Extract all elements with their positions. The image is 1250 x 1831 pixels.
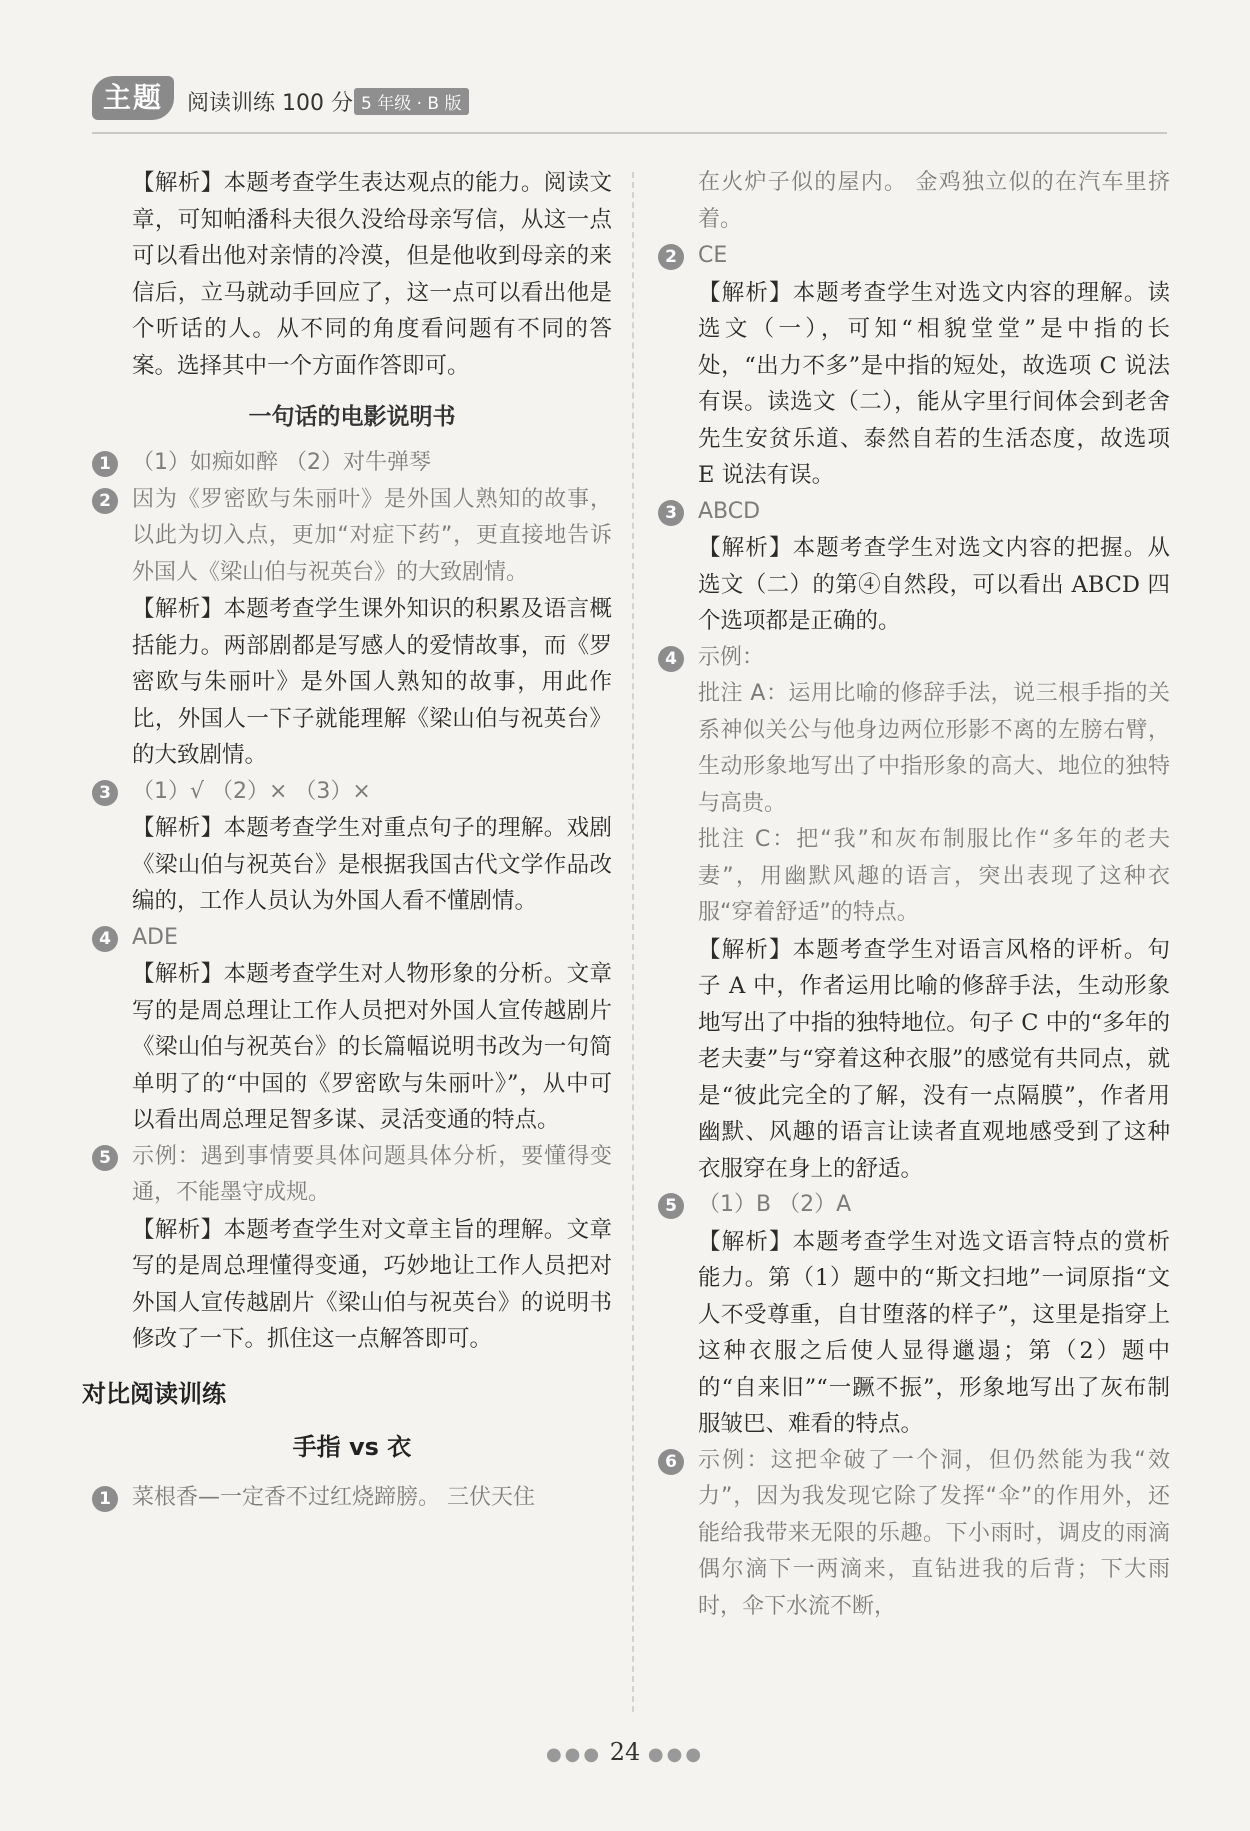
analysis-text: 【解析】本题考查学生对选文内容的把握。从选文（二）的第④自然段，可以看出 ABCD 四个选项都是正确的。: [698, 535, 1170, 634]
answer-text: （1）√ （2）× （3）×: [132, 778, 371, 804]
answer-text: （1）如痴如醉 （2）对牛弹琴: [132, 450, 431, 475]
footer-dots-left: ●●●: [545, 1744, 603, 1765]
analysis-text: 【解析】本题考查学生对语言风格的评析。句子 A 中，作者运用比喻的修辞手法，生动形象地写出了中指的独特地位。句子 C 中的“多年的老夫妻”与“穿着这种衣服”的感觉有共同点，就是“彼此完全的了解，没有一点隔膜”，作者用幽默、风趣的语言让读者直观地感受到了这种衣服穿在身上的舒适。: [698, 936, 1170, 1182]
number-badge: 5: [658, 1193, 684, 1219]
number-badge: 3: [92, 780, 118, 806]
answer-item-1b: [92, 1480, 612, 1517]
annotation-a: 批注 A：运用比喻的修辞手法，说三根手指的关系神似关公与他身边两位形影不离的左膀右臂，生动形象地写出了中指形象的高大、地位的独特与高贵。: [698, 681, 1170, 816]
analysis-text: 【解析】本题考查学生对人物形象的分析。文章写的是周总理让工作人员把对外国人宣传越剧片《梁山伯与祝英台》的长篇幅说明书改为一句简单明了的“中国的《罗密欧与朱丽叶》”，从中可以看出周总理足智多谋、灵活变通的特点。: [132, 961, 612, 1133]
answer-item-2: [92, 482, 612, 774]
number-badge: 4: [92, 926, 118, 952]
annotation-c: 批注 C：把“我”和灰布制服比作“多年的老夫妻”，用幽默风趣的语言，突出表现了这种衣服“穿着舒适”的特点。: [698, 827, 1170, 925]
answer-text: 示例：这把伞破了一个洞，但仍然能为我“效力”，因为我发现它除了发挥“伞”的作用外，还能给我带来无限的乐趣。下小雨时，调皮的雨滴偶尔滴下一两滴来，直钻进我的后背；下大雨时，伞下水流不断，: [698, 1447, 1170, 1619]
answer-text: 示例：遇到事情要具体问题具体分析，要懂得变通，不能墨守成规。: [132, 1143, 612, 1205]
analysis-text: 【解析】本题考查学生对选文语言特点的赏析能力。第（1）题中的“斯文扫地”一词原指“文人不受尊重，自甘堕落的样子”，这里是指穿上这种衣服之后使人显得邋遢；第（2）题中的“自来旧”“一蹶不振”，形象地写出了灰布制服皱巴、难看的特点。: [698, 1228, 1170, 1437]
analysis-text: 【解析】本题考查学生对选文内容的理解。读选文（一），可知“相貌堂堂”是中指的长处，“出力不多”是中指的短处，故选项 C 说法有误。读选文（二），能从字里行间体会到老舍先生安贫乐道、泰然自若的生活态度，故选项 E 说法有误。: [698, 279, 1170, 488]
number-badge: 1: [92, 451, 118, 477]
analysis-text: 【解析】本题考查学生对文章主旨的理解。文章写的是周总理懂得变通，巧妙地让工作人员把对外国人宣传越剧片《梁山伯与祝英台》的说明书修改了一下。抓住这一点解答即可。: [132, 1216, 612, 1352]
answer-item-r3: [658, 494, 1170, 640]
page-footer: [0, 1738, 1250, 1766]
footer-dots-right: ●●●: [647, 1744, 705, 1765]
number-badge: 4: [658, 646, 684, 672]
answer-item-r6: [658, 1443, 1170, 1626]
answer-text: ADE: [132, 924, 178, 950]
article-subtitle: 一句话的电影说明书: [248, 404, 456, 430]
column-divider: [632, 172, 634, 1712]
answer-item-5: [92, 1139, 612, 1358]
number-badge: 3: [658, 500, 684, 526]
answer-item-r4: [658, 640, 1170, 1188]
answer-text: 菜根香—一定香不过红烧蹄膀。 三伏天住: [132, 1484, 535, 1510]
grade-badge: 5 年级 · B 版: [354, 88, 469, 115]
left-column: [82, 165, 612, 1516]
answer-item-3: [92, 774, 612, 920]
number-badge: 1: [92, 1486, 118, 1512]
series-title: 阅读训练 100 分: [187, 91, 353, 116]
answer-item-1: [92, 445, 612, 482]
analysis-text: 【解析】本题考查学生对重点句子的理解。戏剧《梁山伯与祝英台》是根据我国古代文学作品改编的，工作人员认为外国人看不懂剧情。: [132, 815, 612, 914]
answer-text: ABCD: [698, 498, 761, 524]
answer-text: CE: [698, 243, 728, 268]
answer-item-4: [92, 920, 612, 1139]
answer-text: 因为《罗密欧与朱丽叶》是外国人熟知的故事，以此为切入点，更加“对症下药”，更直接地告诉外国人《梁山伯与祝英台》的大致剧情。: [132, 486, 612, 585]
answer-continuation: 在火炉子似的屋内。 金鸡独立似的在汽车里挤着。: [698, 170, 1170, 232]
article-title: 手指 vs 衣: [292, 1432, 412, 1461]
analysis-text: 【解析】本题考查学生课外知识的积累及语言概括能力。两部剧都是写感人的爱情故事，而《罗密欧与朱丽叶》是外国人熟知的故事，用此作比，外国人一下子就能理解《梁山伯与祝英台》的大致剧情。: [132, 596, 612, 768]
number-badge: 2: [658, 244, 684, 270]
answer-item-r2: [658, 238, 1170, 494]
answer-text: （1）B （2）A: [698, 1192, 852, 1217]
right-column: [658, 165, 1170, 1625]
section-title: 对比阅读训练: [82, 1379, 226, 1408]
number-badge: 2: [92, 488, 118, 514]
answer-text: 示例：: [698, 644, 765, 670]
number-badge: 6: [658, 1449, 684, 1475]
answer-item-r5: [658, 1187, 1170, 1443]
page-number: 24: [609, 1738, 641, 1766]
intro-analysis: 【解析】本题考查学生表达观点的能力。阅读文章，可知帕潘科夫很久没给母亲写信，从这一点可以看出他对亲情的冷漠，但是他收到母亲的来信后，立马就动手回应了，这一点可以看出他是个听话的人。从不同的角度看问题有不同的答案。选择其中一个方面作答即可。: [132, 170, 612, 379]
page-header: [92, 74, 1167, 134]
series-logo: 主题: [92, 76, 174, 120]
number-badge: 5: [92, 1145, 118, 1171]
